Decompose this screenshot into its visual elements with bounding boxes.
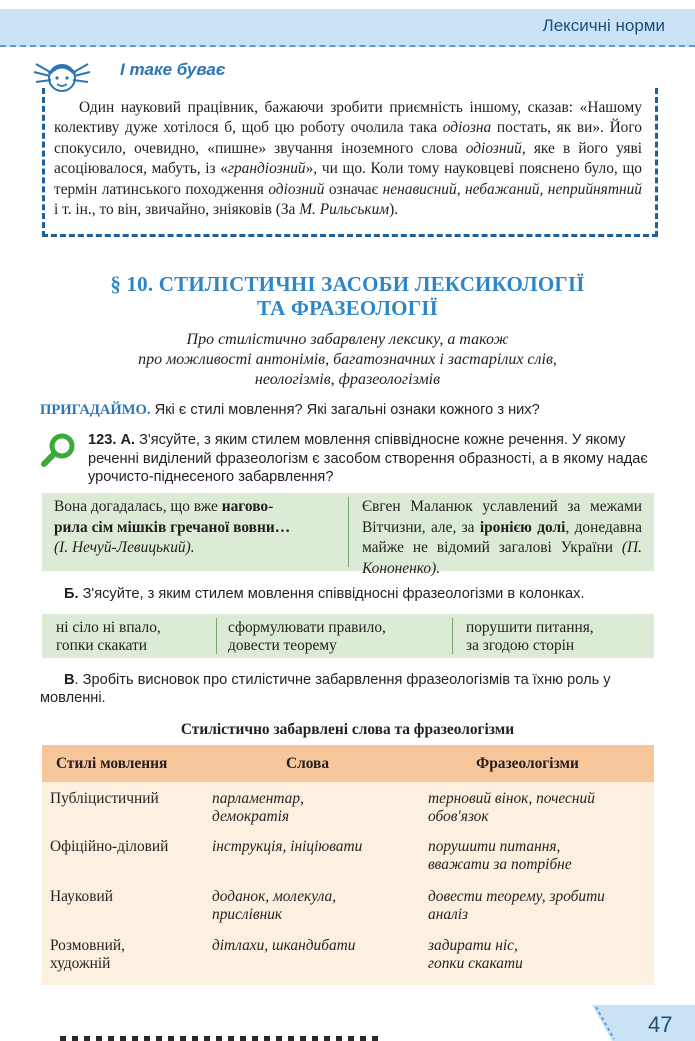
sentence-left: Вона догадалась, що вже нагово- рила сім мішків гречаної вовни… (І. Нечуй-Левицький). bbox=[54, 498, 291, 556]
table-header-cell: Фразеологізми bbox=[476, 755, 579, 772]
task-v-text: . Зробіть висновок про стилістичне забарвлення фразеологізмів та їхню роль у мовленні. bbox=[40, 672, 611, 706]
phrase-column bbox=[466, 619, 651, 655]
task-v-label: В bbox=[64, 672, 75, 688]
task-123-a bbox=[88, 431, 658, 487]
page-number-tab bbox=[592, 1005, 695, 1041]
phrase-divider-2 bbox=[452, 618, 453, 654]
table-cell-words: доданок, молекула, прислівник bbox=[212, 888, 337, 923]
task-b-label: Б. bbox=[64, 586, 79, 602]
table-cell-words: парламентар, демократія bbox=[212, 790, 304, 825]
table-header-cell: Стилі мовлення bbox=[56, 755, 168, 772]
table-cell-words: інструкція, ініціювати bbox=[212, 838, 363, 855]
task-text: З'ясуйте, з яким стилем мовлення співвідносне кожне речення. У якому реченні виділений фразеологізм є засобом створення образності, а в якому надає урочисто-піднесеного забарвлення? bbox=[88, 432, 648, 485]
table-header-cell: Слова bbox=[286, 755, 330, 772]
table-cell-style: Розмовний, художній bbox=[50, 937, 125, 972]
table-cell-phrases: терновий вінок, почесний обов'язок bbox=[428, 790, 595, 825]
sentences-divider bbox=[348, 497, 349, 567]
table-caption: Стилістично забарвлені слова та фразеологізми bbox=[180, 721, 515, 738]
table-cell-phrases: задирати ніс, гопки скакати bbox=[428, 937, 523, 972]
subtitle-line2: про можливості антонімів, багатозначних і застарілих слів, bbox=[138, 351, 557, 368]
subtitle-line1: Про стилістично забарвлену лексику, а також bbox=[186, 331, 509, 348]
task-b bbox=[64, 586, 664, 602]
section-title-line2: ТА ФРАЗЕОЛОГІЇ bbox=[256, 296, 439, 320]
aside-title: І таке буває bbox=[120, 60, 226, 79]
table-cell-phrases: довести теорему, зробити аналіз bbox=[428, 888, 605, 923]
table-cell-style: Науковий bbox=[50, 888, 113, 905]
task-v bbox=[40, 671, 660, 707]
phrase-line: за згодою сторін bbox=[466, 637, 575, 654]
phrase-line: порушити питання, bbox=[466, 619, 594, 636]
magnifier-icon bbox=[40, 432, 78, 468]
task-b-text: З'ясуйте, з яким стилем мовлення співвідносні фразеологізми в колонках. bbox=[78, 586, 585, 602]
task-number: 123. А. bbox=[88, 432, 136, 448]
section-title bbox=[40, 272, 655, 320]
recall-question bbox=[40, 402, 660, 419]
page-number: 47 bbox=[648, 1012, 673, 1037]
table-cell-phrases: порушити питання, вважати за потрібне bbox=[428, 838, 572, 873]
aside-text: Один науковий працівник, бажаючи зробити приємність іншому, сказав: «Нашому колективу дуже хотілося б, щоб цю роботу очолила така одіозна постать, як ви». Його спокусило, очевидно, «пишне» звучання іноземного слова одіозний, яке в його уяві асоціювалося, мабуть, із «грандіозний», чи що. Коли тому науковцеві пояснено було, що термін латинського походження одіозний означає ненависний, небажаний, неприйнятний і т. ін., то він, звичайно, зніяковів (За М. Рильським). bbox=[54, 99, 643, 219]
subtitle-line3: неологізмів, фразеологізмів bbox=[254, 371, 441, 388]
table-cell-style: Офіційно-діловий bbox=[50, 838, 169, 855]
phrase-line: сформулювати правило, bbox=[228, 619, 386, 636]
sentence-right: Євген Маланюк уславлений за межами Вітчизни, але, за іронією долі, донедавна майже не відомий загалові України (П. Кононенко). bbox=[362, 498, 642, 577]
recall-text: Які є стилі мовлення? Які загальні ознаки кожного з них? bbox=[150, 402, 540, 418]
phrase-line: ні сіло ні впало, bbox=[56, 619, 161, 636]
phrase-column bbox=[56, 619, 211, 655]
cut-off-text-line bbox=[60, 1036, 380, 1041]
table-cell-words: дітлахи, шкандибати bbox=[212, 937, 356, 954]
phrase-column bbox=[228, 619, 448, 655]
phrase-divider-1 bbox=[216, 618, 217, 654]
section-title-line1: § 10. СТИЛІСТИЧНІ ЗАСОБИ ЛЕКСИКОЛОГІЇ bbox=[110, 272, 585, 296]
section-subtitle bbox=[40, 330, 655, 390]
recall-label: ПРИГАДАЙМО. bbox=[40, 402, 151, 418]
phrase-line: довести теорему bbox=[228, 637, 337, 654]
table-cell-style: Публіцистичний bbox=[50, 790, 159, 807]
phrase-line: гопки скакати bbox=[56, 637, 147, 654]
running-header: Лексичні норми bbox=[542, 16, 665, 35]
